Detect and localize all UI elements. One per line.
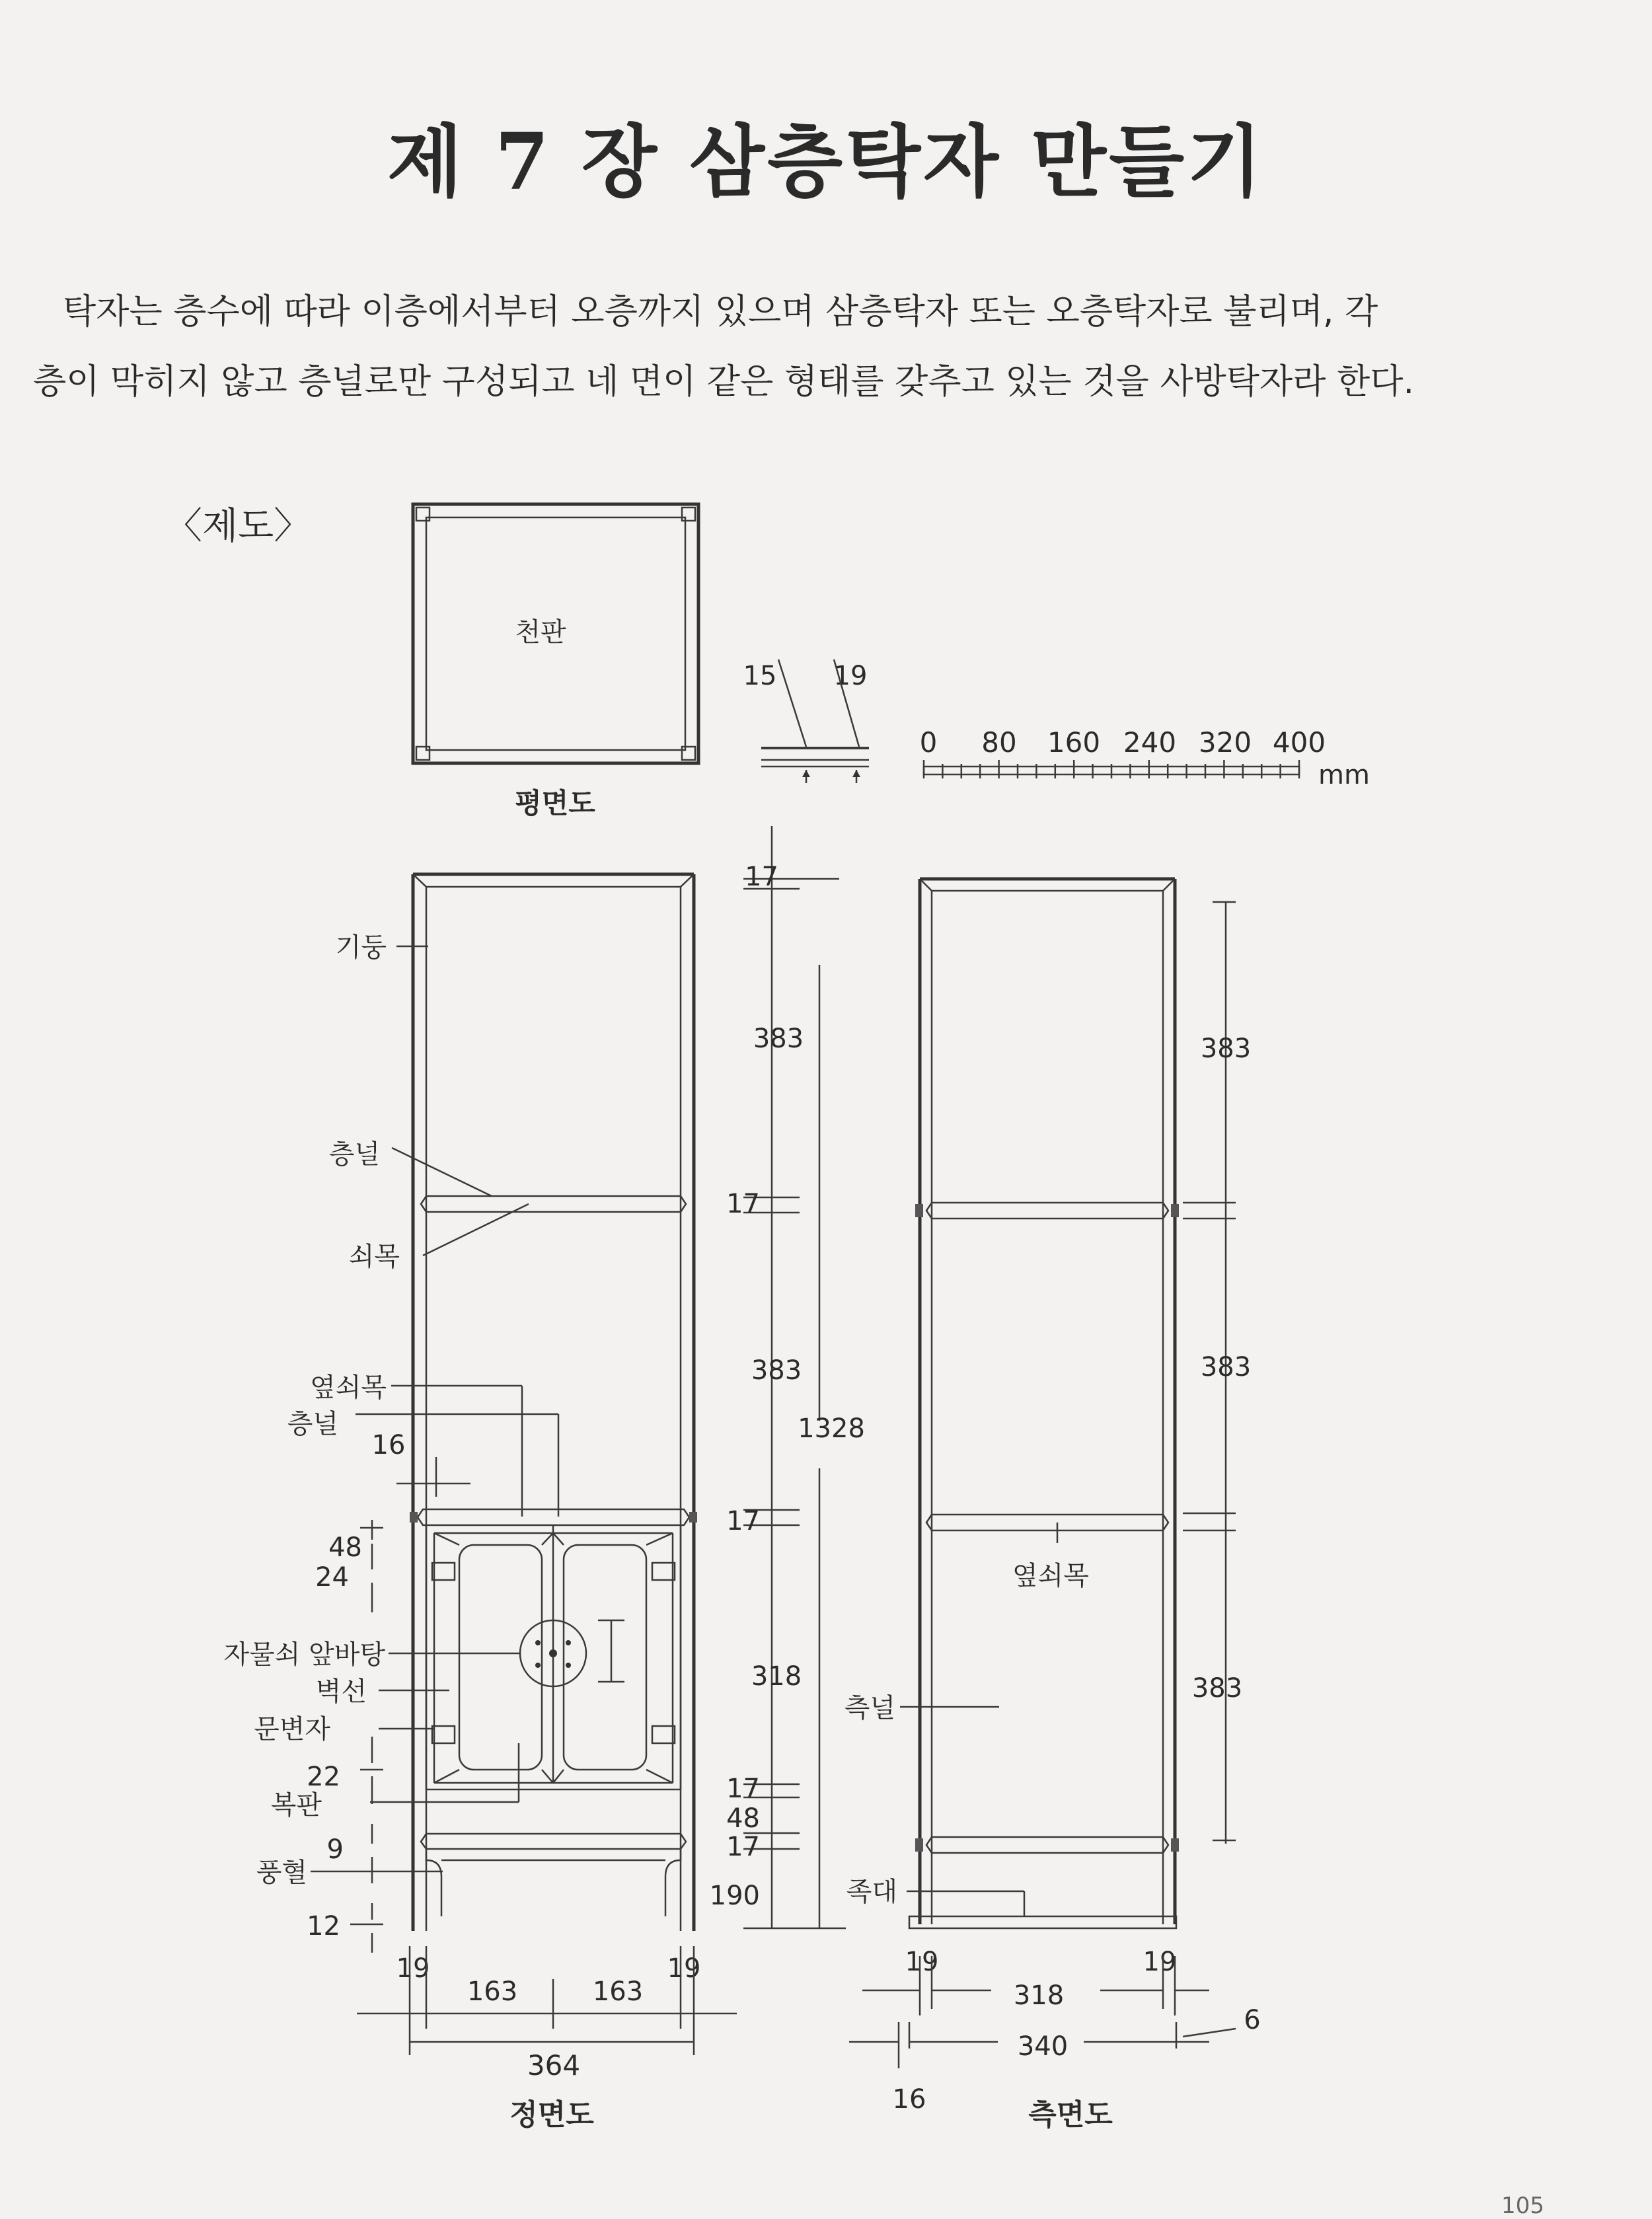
label-shelf-board: 층널 [328, 1139, 380, 1170]
side-view [845, 879, 1261, 2132]
scale-tick-label-240: 240 [1123, 726, 1177, 759]
scale-bar [920, 726, 1370, 790]
side-dim-outer: 340 [1017, 2031, 1069, 2062]
plan-view-caption: 평면도 [515, 787, 595, 819]
label-door-frame: 문변자 [254, 1714, 330, 1745]
front-dim-9: 9 [326, 1834, 344, 1865]
label-lock-plate: 자물쇠 앞바탕 [223, 1639, 385, 1670]
side-dim-383-lower: 383 [1191, 1673, 1243, 1704]
scale-tick-label-160: 160 [1047, 726, 1101, 759]
side-dim-right-post: 19 [1143, 1947, 1177, 1977]
label-skirt: 풍혈 [256, 1858, 307, 1888]
joint-detail [743, 659, 869, 783]
vdim-48: 48 [726, 1803, 760, 1834]
front-dim-door-right: 163 [592, 1976, 644, 2007]
chapter-title: 제 7 장 삼층탁자 만들기 [387, 116, 1265, 207]
scale-unit: mm [1318, 760, 1370, 790]
vdim-17-shelf2: 17 [726, 1506, 760, 1536]
front-dim-total: 364 [527, 2049, 581, 2082]
vdim-total: 1328 [798, 1413, 865, 1444]
joint-dim-19: 19 [833, 661, 868, 691]
plan-view [413, 504, 698, 819]
side-label-foot: 족대 [846, 1877, 897, 1907]
vdim-17-bottom: 17 [726, 1832, 760, 1862]
front-dim-12: 12 [307, 1911, 340, 1941]
intro-paragraph-line-2: 층이 막히지 않고 층널로만 구성되고 네 면이 같은 형태를 갖추고 있는 것을 사방탁자라 한다. [33, 362, 1414, 402]
vdim-383-upper: 383 [753, 1024, 804, 1054]
side-view-caption: 측면도 [1028, 2098, 1113, 2132]
vdim-190: 190 [709, 1881, 760, 1911]
label-side-joint: 옆쇠목 [310, 1373, 387, 1403]
side-dim-left-post: 19 [905, 1947, 939, 1977]
front-dim-left-post: 19 [396, 1953, 430, 1984]
front-view-caption: 정면도 [509, 2098, 594, 2132]
label-shelf-board-2: 층널 [287, 1409, 338, 1439]
side-dim-383-middle: 383 [1200, 1352, 1252, 1382]
side-dim-overhang: 6 [1244, 2005, 1261, 2035]
front-dim-22: 22 [307, 1762, 340, 1792]
side-dim-383-upper: 383 [1200, 1034, 1252, 1064]
front-dim-16: 16 [371, 1430, 406, 1460]
intro-paragraph-line-1: 탁자는 층수에 따라 이층에서부터 오층까지 있으며 삼층탁자 또는 오층탁자로 불리며, 각 [63, 292, 1378, 332]
vdim-17-top: 17 [745, 862, 778, 892]
vdim-318: 318 [751, 1661, 802, 1692]
top-board-label: 천판 [515, 617, 566, 648]
front-view [223, 874, 737, 2132]
side-dim-inner: 318 [1013, 1980, 1065, 2011]
page-number: 105 [1501, 2193, 1544, 2219]
label-wall-line: 벽선 [315, 1676, 367, 1707]
scale-tick-label-320: 320 [1198, 726, 1252, 759]
label-pillar: 기둥 [335, 932, 387, 963]
scale-tick-label-400: 400 [1272, 726, 1326, 759]
vdim-383-middle: 383 [751, 1355, 802, 1386]
vdim-17-shelf1: 17 [726, 1189, 760, 1219]
side-label-side-board: 측널 [844, 1693, 895, 1723]
side-dim-foot: 16 [892, 2084, 926, 2115]
front-dim-right-post: 19 [667, 1953, 701, 1984]
vdim-17-cabinet: 17 [726, 1774, 760, 1804]
label-iron-joint: 쇠목 [348, 1242, 400, 1272]
front-dim-48: 48 [328, 1532, 362, 1563]
side-label-side-joint: 옆쇠목 [1012, 1561, 1089, 1591]
scale-tick-label-0: 0 [919, 726, 938, 759]
front-dim-door-left: 163 [467, 1976, 518, 2007]
vertical-dimensions [710, 826, 865, 1928]
label-bottom-board: 복판 [270, 1790, 322, 1821]
joint-dim-15: 15 [743, 661, 777, 691]
section-heading: 〈제도〉 [165, 505, 311, 548]
front-dim-24: 24 [315, 1562, 349, 1593]
scale-tick-label-80: 80 [981, 726, 1017, 759]
